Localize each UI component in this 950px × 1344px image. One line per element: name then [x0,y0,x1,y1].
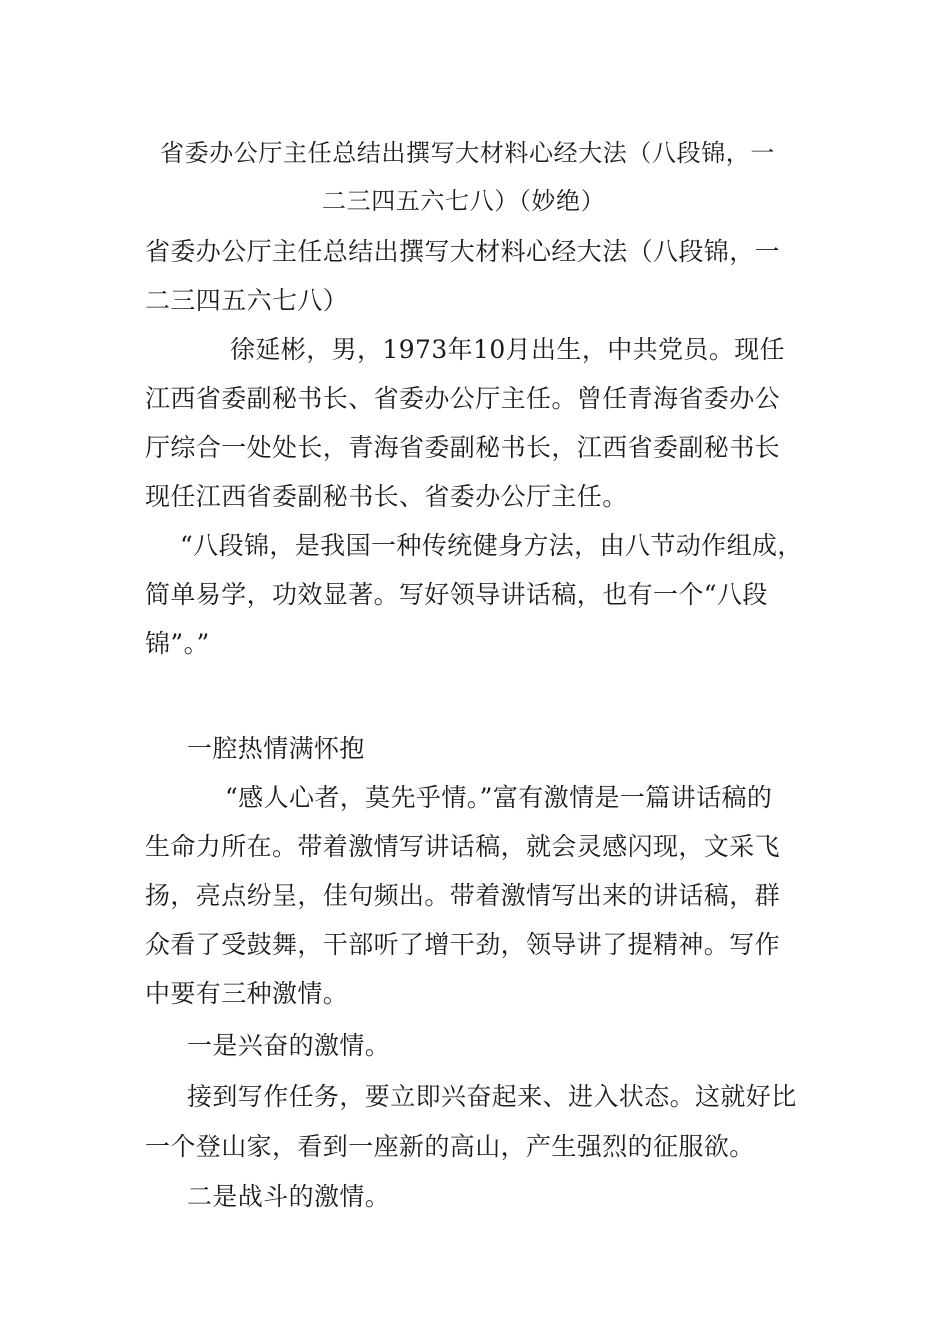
document-title-line-2: 二三四五六七八）（妙绝） [322,187,606,215]
bio-line-3: 厅综合一处处长，青海省委副秘书长，江西省委副秘书长 [145,433,781,462]
point-2-heading: 二是战斗的激情。 [187,1182,391,1211]
quote-line-1: “八段锦，是我国一种传统健身方法，由八节动作组成， [180,531,803,560]
quote-line-2: 简单易学，功效显著。写好领导讲话稿，也有一个“八段 [145,580,768,609]
section-body-line-3: 扬，亮点纷呈，佳句频出。带着激情写出来的讲话稿，群 [145,881,781,910]
point-1-body-line-1: 接到写作任务，要立即兴奋起来、进入状态。这就好比 [187,1082,797,1111]
point-1-heading: 一是兴奋的激情。 [187,1031,391,1060]
section-body-line-2: 生命力所在。带着激情写讲话稿，就会灵感闪现，文采飞 [145,832,781,861]
point-1-body-line-2: 一个登山家，看到一座新的高山，产生强烈的征服欲。 [145,1132,755,1161]
bio-line-4: 现任江西省委副秘书长、省委办公厅主任。 [145,482,628,511]
heading-line-2: 二三四五六七八） [145,286,349,315]
document-title-line-1: 省委办公厅主任总结出撰写大材料心经大法（八段锦，一 [160,139,775,167]
bio-line-1: 徐延彬，男，1973年10月出生，中共党员。现任 [230,335,786,364]
bio-line-2: 江西省委副秘书长、省委办公厅主任。曾任青海省委办公 [145,384,781,413]
quote-line-3: 锦”。” [145,629,210,658]
heading-line-1: 省委办公厅主任总结出撰写大材料心经大法（八段锦，一 [145,237,781,266]
section-body-line-5: 中要有三种激情。 [145,979,349,1008]
section-heading: 一腔热情满怀抱 [187,734,365,763]
section-body-line-1: “感人心者，莫先乎情。”富有激情是一篇讲话稿的 [225,783,773,812]
section-body-line-4: 众看了受鼓舞，干部听了增干劲，领导讲了提精神。写作 [145,930,781,959]
